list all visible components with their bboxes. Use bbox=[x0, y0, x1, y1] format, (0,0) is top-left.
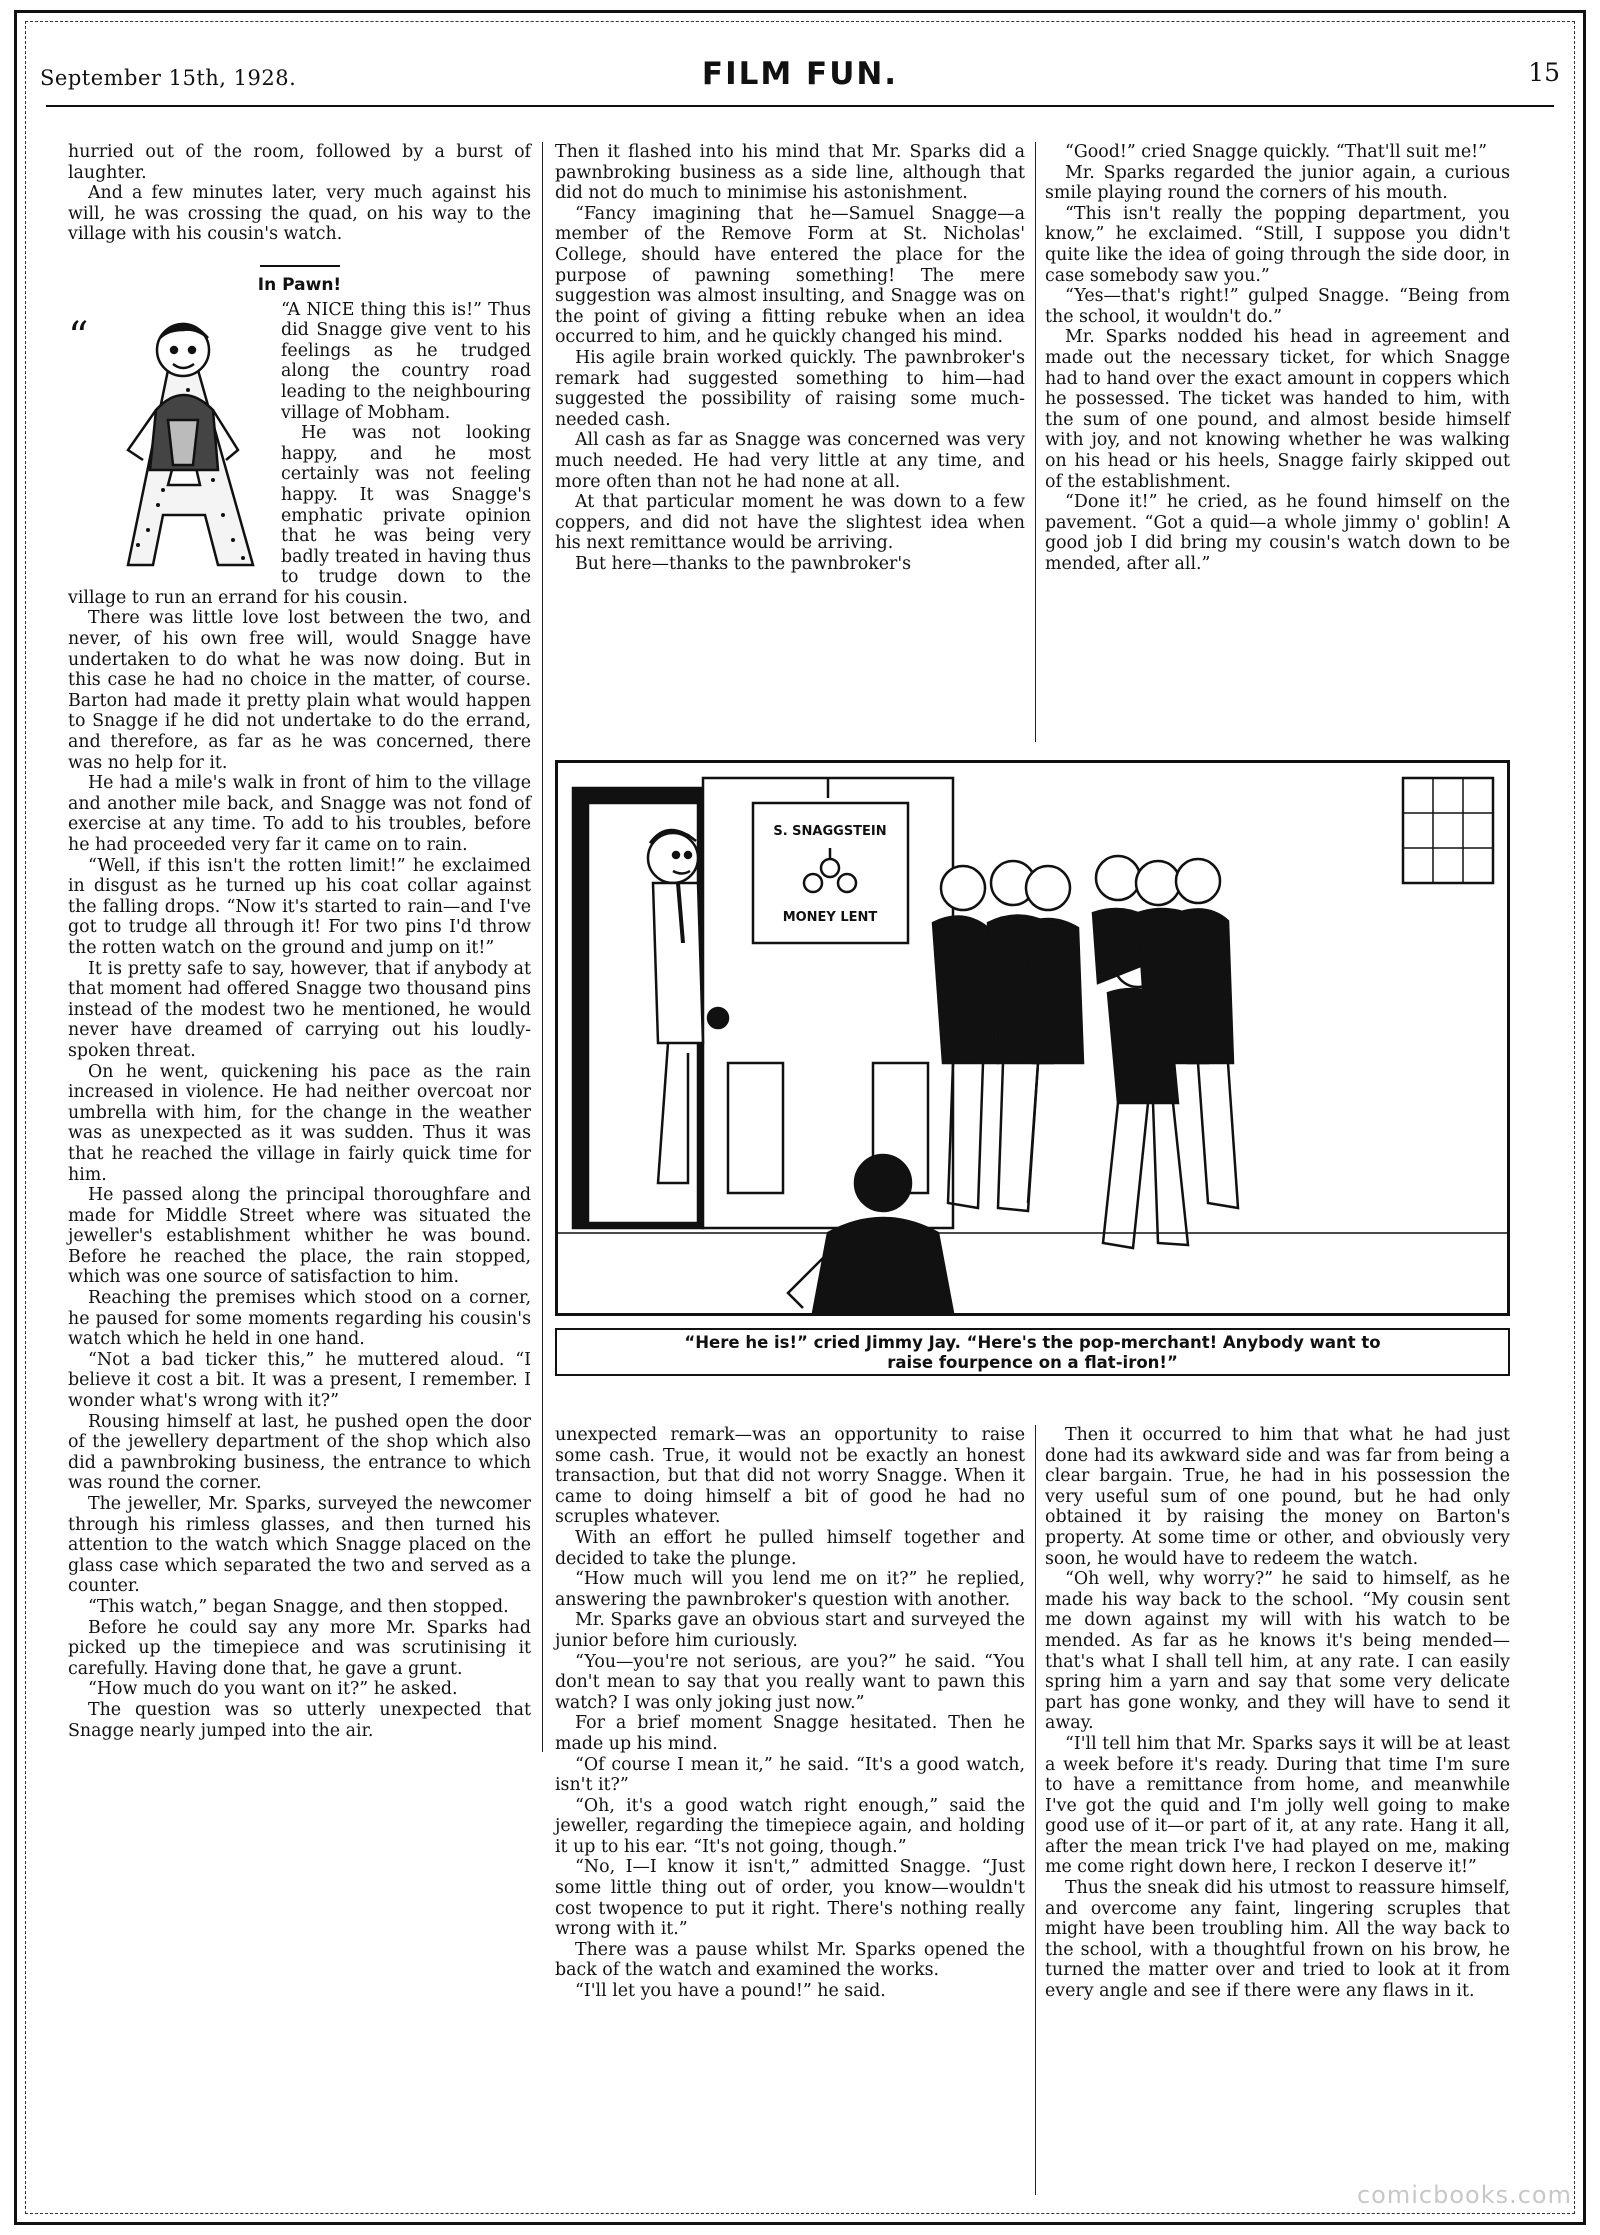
issue-date: September 15th, 1928. bbox=[40, 66, 297, 90]
paragraph: With an effort he pulled himself together and decided to take the plunge. bbox=[555, 1527, 1025, 1569]
illustration-caption bbox=[555, 1328, 1510, 1376]
caption-line: raise fourpence on a flat-iron!” bbox=[887, 1353, 1178, 1372]
paragraph: Before he could say any more Mr. Sparks had picked up the timepiece and was scrutinising it carefully. Having done that, he gave a grunt. bbox=[68, 1617, 531, 1679]
paragraph: “Yes—that's right!” gulped Snagge. “Being from the school, it wouldn't do.” bbox=[1045, 286, 1510, 327]
paragraph: Then it flashed into his mind that Mr. Sparks did a pawnbroking business as a side line, although that did not do much to minimise his astonishment. bbox=[555, 142, 1025, 204]
paragraph: He was not looking happy, and he most certainly was not feeling happy. It was Snagge's emphatic private opinion that he was being very badly treated in having thus to trudge down to the village to run an errand for his cousin. bbox=[68, 423, 531, 608]
paragraph: Mr. Sparks regarded the junior again, a curious smile playing round the corners of his mouth. bbox=[1045, 162, 1510, 204]
column-divider bbox=[542, 142, 543, 1752]
paragraph: His agile brain worked quickly. The pawnbroker's remark had suggested something to him—had suggested the possibility of raising some much-needed cash. bbox=[555, 347, 1025, 430]
paragraph: For a brief moment Snagge hesitated. Then he made up his mind. bbox=[555, 1713, 1025, 1754]
paragraph: Thus the sneak did his utmost to reassure himself, and overcome any faint, lingering scruples that might have been troubling him. All the way back to the school, with a thoughtful frown on his brow, he turned the matter over and tried to look at it from every angle and see if there were any flaws in it. bbox=[1045, 1878, 1510, 2002]
paragraph: Reaching the premises which stood on a corner, he paused for some moments regarding his cousin's watch which he held in one hand. bbox=[68, 1288, 531, 1350]
paragraph: “Done it!” he cried, as he found himself on the pavement. “Got a quid—a whole jimmy o' goblin! A good job I did bring my cousin's watch down to be mended, after all.” bbox=[1045, 492, 1510, 574]
paragraph: Mr. Sparks nodded his head in agreement and made out the necessary ticket, for which Snagge had to hand over the exact amount in coppers which he possessed. The ticket was handed to him, with the sum of one pound, and almost beside himself with joy, and not knowing whether he was walking on his head or his heels, Snagge fairly skipped out of the establishment. bbox=[1045, 327, 1510, 492]
paragraph: He had a mile's walk in front of him to the village and another mile back, and Snagge was not fond of exercise at any time. To add to his troubles, before he had proceeded very far it came on to rain. bbox=[68, 773, 531, 855]
column-divider bbox=[1035, 142, 1036, 742]
article-column-5 bbox=[1045, 1425, 1510, 2002]
paragraph: The question was so utterly unexpected that Snagge nearly jumped into the air. bbox=[68, 1699, 531, 1741]
paragraph: “No, I—I know it isn't,” admitted Snagge. “Just some little thing out of order, you know—wouldn't cost twopence to put it right. There's nothing really wrong with it.” bbox=[555, 1857, 1025, 1940]
svg-text:“: “ bbox=[68, 313, 89, 360]
page-header bbox=[40, 48, 1560, 98]
article-column-3 bbox=[1045, 142, 1510, 574]
paragraph: But here—thanks to the pawnbroker's bbox=[575, 553, 912, 574]
paragraph: He passed along the principal thoroughfare and made for Middle Street where was situated the jeweller's establishment whither he was bound. Before he reached the place, the rain stopped, which was one source of satisfaction to him. bbox=[68, 1185, 531, 1288]
paragraph: “Not a bad ticker this,” he muttered aloud. “I believe it cost a bit. It was a present, I remember. I wonder what's wrong with it?” bbox=[68, 1349, 531, 1412]
paragraph: On he went, quickening his pace as the rain increased in violence. He had neither overcoat nor umbrella with him, for the change in the weather was as unexpected as it was sudden. Thus it was that he reached the village in fairly quick time for him. bbox=[68, 1061, 531, 1185]
paragraph: There was a pause whilst Mr. Sparks opened the back of the watch and examined the works. bbox=[555, 1939, 1025, 1981]
paragraph: The jeweller, Mr. Sparks, surveyed the newcomer through his rimless glasses, and then turned his attention to the watch which Snagge placed on the glass case which separated the two and served as a counter. bbox=[68, 1494, 531, 1597]
header-rule bbox=[46, 105, 1554, 107]
paragraph: At that particular moment he was down to a few coppers, and did not have the slightest idea when his next remittance would be arriving. bbox=[555, 492, 1025, 554]
paragraph: Then it occurred to him that what he had just done had its awkward side and was far from being a clear bargain. True, he had in his possession the very useful sum of one pound, but he had only obtained it by raising the money on Barton's property. At some time or other, and obviously very soon, he would have to redeem the watch. bbox=[1045, 1425, 1510, 1569]
page-number: 15 bbox=[1528, 58, 1560, 87]
paragraph: “How much will you lend me on it?” he replied, answering the pawnbroker's question with another. bbox=[555, 1569, 1025, 1610]
paragraph: It is pretty safe to say, however, that if anybody at that moment had offered Snagge two thousand pins instead of the modest two he mentioned, he would never have dreamed of carrying out his loudly-spoken threat. bbox=[68, 958, 531, 1061]
paragraph: “A NICE thing this is!” Thus did Snagge give vent to his feelings as he trudged along the country road leading to the neighbouring village of Mobham. bbox=[281, 299, 531, 423]
paragraph: hurried out of the room, followed by a burst of laughter. bbox=[68, 142, 531, 183]
paragraph: Rousing himself at last, he pushed open the door of the jewellery department of the shop which also did a pawnbroking business, the entrance to which was round the corner. bbox=[68, 1411, 531, 1494]
paragraph: And a few minutes later, very much against his will, he was crossing the quad, on his way to the village with his cousin's watch. bbox=[68, 183, 531, 245]
paragraph: “I'll tell him that Mr. Sparks says it will be at least a week before it's ready. During that time I'm sure to have a remittance from home, and meanwhile I've got the quid and I'm jolly well going to make good use of it—or part of it, at any rate. Hang it all, after the mean trick I've had played on me, making me come right down here, I reckon I deserve it!” bbox=[1045, 1733, 1510, 1878]
sign-subtitle: MONEY LENT bbox=[782, 910, 878, 925]
section-heading: In Pawn! bbox=[257, 274, 342, 295]
magazine-title: FILM FUN. bbox=[701, 56, 899, 92]
paragraph: “Of course I mean it,” he said. “It's a good watch, isn't it?” bbox=[555, 1754, 1025, 1796]
caption-line: “Here he is!” cried Jimmy Jay. “Here's the pop-merchant! Anybody want to bbox=[684, 1333, 1381, 1352]
paragraph: “Fancy imagining that he—Samuel Snagge—a member of the Remove Form at St. Nicholas' College, should have entered the place for the purpose of pawning something! The mere suggestion was almost insulting, and Snagge was on the point of giving a fitting rebuke when an idea occurred to him, and he quickly changed his mind. bbox=[555, 203, 1025, 348]
paragraph: “Oh, it's a good watch right enough,” said the jeweller, regarding the timepiece again, and holding it up to his ear. “It's not going, though.” bbox=[555, 1795, 1025, 1857]
paragraph: “This watch,” began Snagge, and then stopped. bbox=[88, 1596, 509, 1617]
paragraph: unexpected remark—was an opportunity to raise some cash. True, it would not be exactly an honest transaction, but that did not worry Snagge. When it came to doing himself a bit of good he had no scruples whatever. bbox=[555, 1425, 1025, 1528]
paragraph: “Good!” cried Snagge quickly. “That'll suit me!” bbox=[1065, 142, 1488, 162]
article-column-2 bbox=[555, 142, 1025, 574]
article-column-4 bbox=[555, 1425, 1025, 2002]
sign-name: S. SNAGGSTEIN bbox=[773, 824, 887, 839]
paragraph: “How much do you want on it?” he asked. bbox=[88, 1679, 458, 1700]
paragraph: “You—you're not serious, are you?” he said. “You don't mean to say that you really want to pawn this watch? I was only joking just now.” bbox=[555, 1651, 1025, 1713]
paragraph: “This isn't really the popping department, you know,” he exclaimed. “Still, I suppose you didn't quite like the idea of going through the side door, in case somebody saw you.” bbox=[1045, 203, 1510, 286]
paragraph: “I'll let you have a pound!” he said. bbox=[575, 1981, 886, 2002]
paragraph: There was little love lost between the two, and never, of his own free will, would Snagge have undertaken to do what he was now doing. But in this case he had no choice in the matter, of course. Barton had made it pretty plain what would happen to Snagge if he did not undertake to do the errand, and therefore, as far as he was concerned, there was no help for it. bbox=[68, 608, 531, 773]
paragraph: Mr. Sparks gave an obvious start and surveyed the junior before him curiously. bbox=[555, 1610, 1025, 1651]
section-rule bbox=[260, 265, 340, 267]
pawnshop-scene-icon bbox=[558, 763, 1507, 1313]
paragraph: All cash as far as Snagge was concerned was very much needed. He had very little at any time, and more often than not he had none at all. bbox=[555, 430, 1025, 492]
boy-on-letter-a-icon bbox=[68, 300, 273, 570]
watermark: comicbooks.com bbox=[1356, 2181, 1572, 2209]
story-illustration bbox=[555, 760, 1510, 1316]
article-column-1 bbox=[68, 142, 531, 1741]
column-divider bbox=[1035, 1425, 1036, 2195]
paragraph: “Well, if this isn't the rotten limit!” he exclaimed in disgust as he turned up his coat collar against the falling drops. “Now it's started to rain—and I've got to trudge all through it! For two pins I'd throw the rotten watch on the ground and jump on it!” bbox=[68, 855, 531, 958]
paragraph: “Oh well, why worry?” he said to himself, as he made his way back to the school. “My cousin sent me down against my will with his watch to be mended. As far as he knows it's being mended—that's what I shall tell him, at any rate. I can easily spring him a yarn and say that some very delicate part has gone wonky, and they will have to send it away. bbox=[1045, 1569, 1510, 1734]
dropcap-illustration bbox=[68, 300, 273, 570]
